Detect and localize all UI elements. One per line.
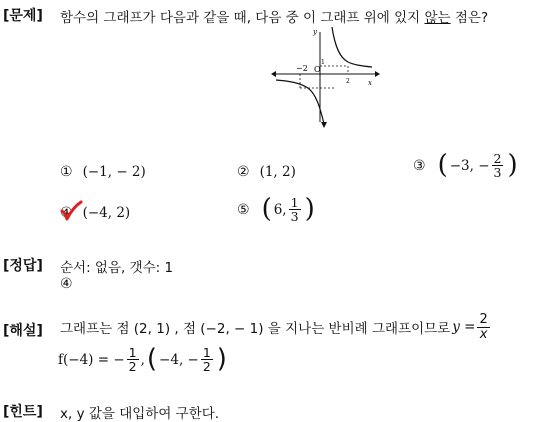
tick-neg2: −2	[296, 64, 308, 73]
choice-5-open-paren: (	[261, 193, 272, 224]
choice-3[interactable]	[413, 149, 520, 181]
hyperbola-branch-right	[332, 27, 372, 67]
choice-5-fraction	[289, 196, 301, 223]
explanation-line2-numerator2: 1	[202, 345, 211, 360]
choice-3-text: −3, −	[449, 157, 490, 174]
explanation-line2-denominator2: 2	[202, 359, 211, 375]
choice-4-text: (−4, 2)	[82, 205, 131, 221]
question-text-underlined: 않는	[424, 10, 451, 26]
answer-line1: 순서: 없음, 갯수: 1	[60, 260, 174, 276]
checkmark-icon	[59, 200, 83, 222]
choice-2-number: ②	[237, 164, 250, 180]
choice-2-text: (1, 2)	[259, 164, 296, 180]
choice-3-open-paren: (	[437, 149, 448, 180]
choice-4-number	[60, 205, 73, 221]
choice-1-number: ①	[60, 164, 73, 180]
explanation-open-paren: (	[146, 343, 158, 374]
explanation-line2-b: ,	[140, 351, 145, 368]
question-text-after: 점은?	[450, 10, 489, 26]
hyperbola-graph	[262, 22, 387, 134]
explanation-line2-a: f(−4) = −	[58, 351, 125, 368]
explanation-line1	[60, 313, 492, 341]
explanation-line2-fraction	[127, 346, 139, 373]
choice-3-close-paren: )	[507, 149, 518, 180]
explanation-fraction	[477, 313, 489, 341]
explanation-line2-fraction2	[201, 346, 213, 373]
choice-5-text: 6,	[273, 201, 287, 218]
hint-text: x, y 값을 대입하여 구한다.	[60, 406, 220, 422]
choice-5-numerator: 1	[290, 195, 299, 210]
choice-3-number: ③	[413, 157, 426, 174]
explanation-line2-numerator: 1	[128, 345, 137, 360]
question-text-before: 함수의 그래프가 다음과 같을 때, 다음 중 이 그래프 위에 있지	[60, 10, 425, 26]
choice-5-denominator: 3	[290, 209, 299, 225]
origin-label: O	[314, 65, 321, 74]
tick-1: 1	[321, 59, 325, 66]
curve-arrow-down	[321, 122, 327, 128]
x-axis-arrow	[375, 71, 380, 77]
choice-3-fraction	[492, 152, 504, 179]
explanation-line1-text: 그래프는 점 (2, 1) , 점 (−2, − 1) 을 지나는 반비례 그래프이므로	[60, 321, 451, 338]
explanation-y-eq: y =	[452, 319, 476, 336]
choice-4-number-text: ④	[60, 205, 73, 221]
choice-1[interactable]	[60, 164, 146, 180]
choice-3-denominator: 3	[493, 165, 502, 181]
explanation-line2-c: −4, −	[159, 351, 199, 368]
choice-5-number: ⑤	[237, 201, 250, 218]
explanation-close-paren: )	[216, 343, 227, 374]
explanation-denominator: x	[479, 326, 488, 342]
explanation-line2	[58, 343, 229, 375]
choice-3-numerator: 2	[493, 151, 502, 166]
choice-2[interactable]	[237, 164, 296, 180]
explanation-line2-denominator: 2	[128, 359, 137, 375]
choice-1-text: (−1, − 2)	[82, 164, 146, 180]
explanation-label: [해설]	[3, 323, 43, 339]
explanation-numerator: 2	[479, 312, 488, 327]
y-axis-label: y	[313, 28, 317, 36]
x-axis-arrow-left	[271, 71, 276, 77]
answer-line2: ④	[60, 276, 73, 292]
choice-5[interactable]	[237, 193, 317, 225]
x-axis-label: x	[368, 79, 372, 87]
choice-5-close-paren: )	[304, 193, 315, 224]
question-label: [문제]	[3, 8, 43, 24]
tick-2: 2	[346, 78, 350, 85]
answer-label: [정답]	[3, 258, 43, 274]
hint-label: [힌트]	[3, 404, 43, 420]
choice-4[interactable]	[60, 205, 130, 221]
